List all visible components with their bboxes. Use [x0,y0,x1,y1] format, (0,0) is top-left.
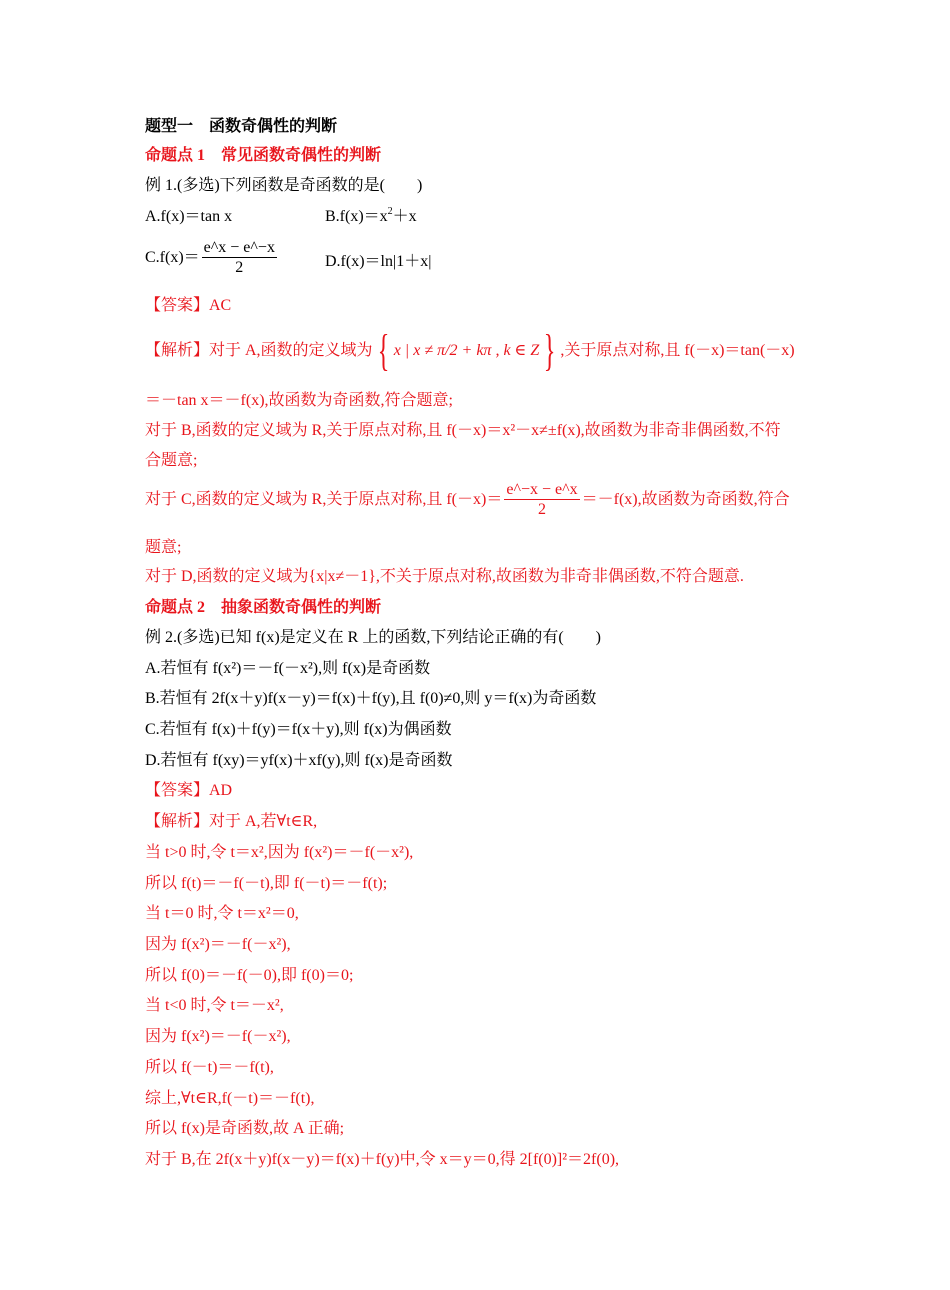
ex2-analysis-line: 因为 f(x²)＝－f(－x²), [145,936,291,953]
ex1-analysis-5: 对于 C,函数的定义域为 R,关于原点对称,且 f(－x)＝ $\frac{e\^{}-x - e\^{}x}{2}$ ＝－f(x),故函数为奇函数,符合 [145,481,790,518]
ex1-analysis-1: 【解析】对于 A,函数的定义域为 { x | x ≠ π/2 + kπ , k ∈ Z } ,关于原点对称,且 f(－x)＝tan(－x) [145,326,795,376]
ex2-answer: 【答案】AD [145,782,233,799]
ex2-option-d: D.若恒有 f(xy)＝yf(x)＋xf(y),则 f(x)是奇函数 [145,752,453,769]
ex1-stem: 例 1.(多选)下列函数是奇函数的是( ) [145,177,423,194]
ex2-analysis-line: 综上,∀t∈R,f(－t)＝－f(t), [145,1090,315,1107]
topic1-title: 命题点 1 常见函数奇偶性的判断 [145,147,382,164]
topic2-title: 命题点 2 抽象函数奇偶性的判断 [145,599,382,616]
ex2-stem: 例 2.(多选)已知 f(x)是定义在 R 上的函数,下列结论正确的有( ) [145,629,601,646]
ex2-analysis-line: 所以 f(－t)＝－f(t), [145,1059,274,1076]
left-brace-icon: { [377,326,389,376]
ex2-analysis-line: 【解析】对于 A,若∀t∈R, [145,813,318,830]
ex2-analysis-line: 对于 B,在 2f(x＋y)f(x－y)＝f(x)＋f(y)中,令 x＝y＝0,得 2[f(0)]²＝2f(0), [145,1151,620,1168]
section-title: 题型一 函数奇偶性的判断 [145,118,338,135]
fraction: $\frac{e\^{}x - e\^{}-x}{2}$ [203,239,275,276]
ex1-analysis-2: ＝－tan x＝－f(x),故函数为奇函数,符合题意; [145,392,453,409]
ex1-answer: 【答案】AC [145,297,232,314]
ex1-analysis-7: 对于 D,函数的定义域为{x|x≠－1},不关于原点对称,故函数为非奇非偶函数,不符合题意. [145,568,744,585]
ex2-option-b: B.若恒有 2f(x＋y)f(x－y)＝f(x)＋f(y),且 f(0)≠0,则 y＝f(x)为奇函数 [145,690,597,707]
ex1-analysis-6: 题意; [145,539,182,556]
fraction: $\frac{e\^{}-x - e\^{}x}{2}$ [506,481,578,518]
ex1-option-b: $B.f(x)=x^2+x$ [325,206,417,225]
ex2-analysis-line: 所以 f(x)是奇函数,故 A 正确; [145,1120,345,1137]
ex1-analysis-3: 对于 B,函数的定义域为 R,关于原点对称,且 f(－x)＝x²－x≠±f(x),故函数为非奇非偶函数,不符 [145,422,781,439]
ex2-option-c: C.若恒有 f(x)＋f(y)＝f(x＋y),则 f(x)为偶函数 [145,721,452,738]
ex1-option-a: A.f(x)＝tan x [145,208,233,225]
ex2-analysis-line: 所以 f(0)＝－f(－0),即 f(0)＝0; [145,967,354,984]
ex2-analysis-line: 当 t<0 时,令 t＝－x², [145,997,284,1014]
ex2-analysis-line: 所以 f(t)＝－f(－t),即 f(－t)＝－f(t); [145,875,388,892]
right-brace-icon: } [544,326,556,376]
ex2-analysis-line: 当 t>0 时,令 t＝x²,因为 f(x²)＝－f(－x²), [145,844,414,861]
ex1-option-d: D.f(x)＝ln|1＋x| [325,253,432,270]
ex1-analysis-4: 合题意; [145,452,198,469]
ex2-analysis-line: 当 t＝0 时,令 t＝x²＝0, [145,905,299,922]
domain-set: x | x ≠ π/2 + kπ , k ∈ Z [393,342,540,359]
ex2-analysis-line: 因为 f(x²)＝－f(－x²), [145,1028,291,1045]
ex2-option-a: A.若恒有 f(x²)＝－f(－x²),则 f(x)是奇函数 [145,660,431,677]
ex1-option-c: C.f(x)＝ $\frac{e\^{}x - e\^{}-x}{2}$ [145,239,275,276]
